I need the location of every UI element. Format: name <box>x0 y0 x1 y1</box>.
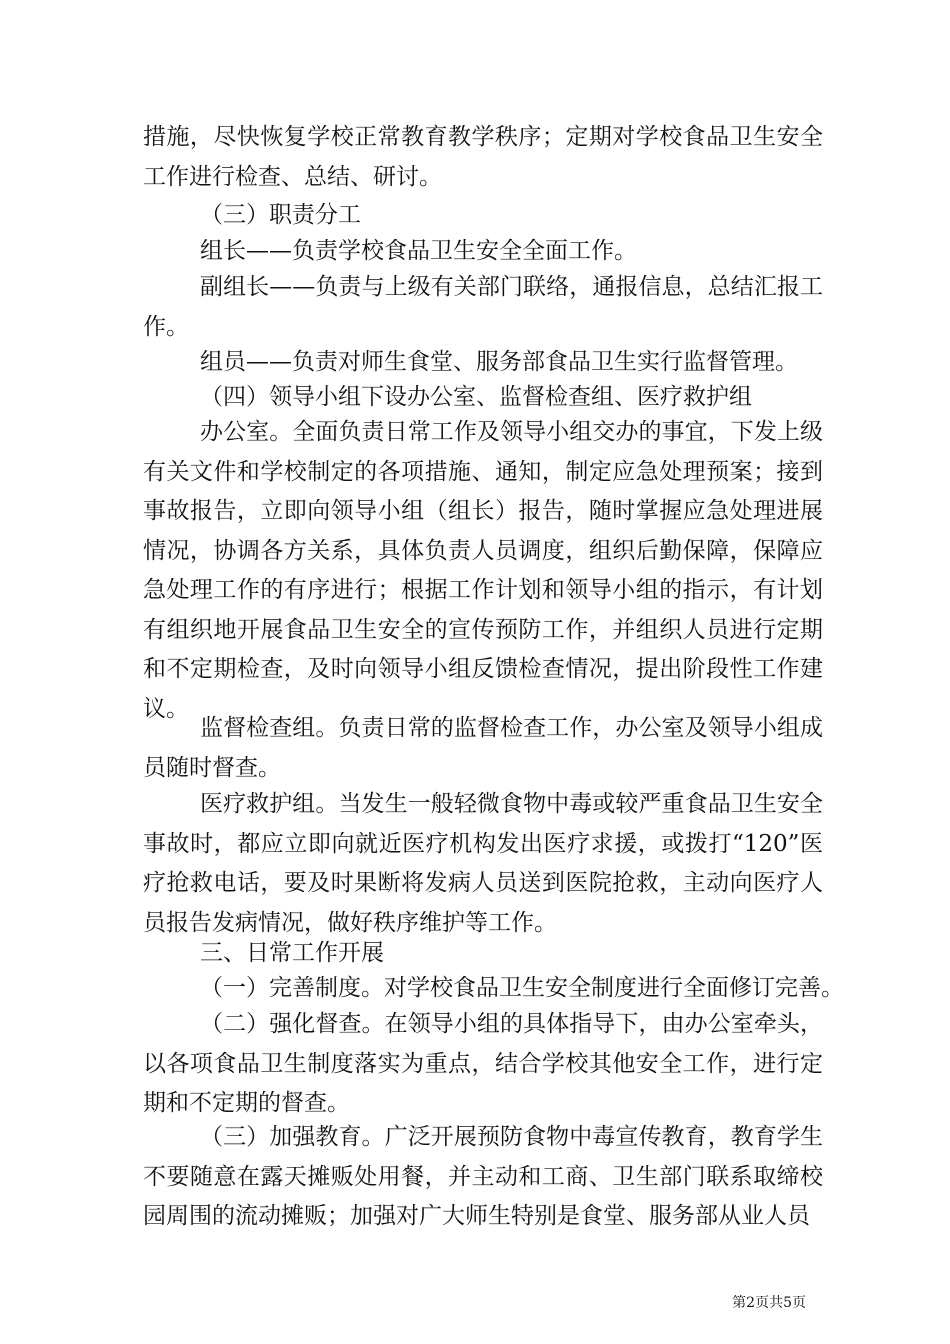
page-number-footer: 第2页共5页 <box>732 1295 806 1311</box>
paragraph-office: 办公室。全面负责日常工作及领导小组交办的事宜，下发上级有关文件和学校制定的各项措施、通知，制定应急处理预案；接到事故报告，立即向领导小组（组长）报告，随时掌握应急处理进展情况，协调各方关系，具体负责人员调度，组织后勤保障，保障应急处理工作的有序进行；根据工作计划和领导小组的指示，有计划有组织地开展食品卫生安全的宣传预防工作，并组织人员进行定期和不定期检查，及时向领导小组反馈检查情况，提出阶段性工作建议。 <box>143 419 823 722</box>
section-heading-daily-work: 三、日常工作开展 <box>200 940 384 966</box>
paragraph-strengthen-supervision: （二）强化督查。在领导小组的具体指导下，由办公室牵头，以各项食品卫生制度落实为重点，结合学校其他安全工作，进行定期和不定期的督查。 <box>143 1011 823 1116</box>
paragraph-medical-group: 医疗救护组。当发生一般轻微食物中毒或较严重食品卫生安全事故时，都应立即向就近医疗机构发出医疗求援，或拨打“120”医疗抢救电话，要及时果断将发病人员送到医院抢救，主动向医疗人员报告发病情况，做好秩序维护等工作。 <box>143 791 823 936</box>
paragraph-strengthen-education: （三）加强教育。广泛开展预防食物中毒宣传教育，教育学生不要随意在露天摊贩处用餐，并主动和工商、卫生部门联系取缔校园周围的流动摊贩；加强对广大师生特别是食堂、服务部从业人员 <box>143 1124 823 1229</box>
paragraph-continuation: 措施，尽快恢复学校正常教育教学秩序；定期对学校食品卫生安全工作进行检查、总结、研讨。 <box>143 124 823 190</box>
paragraph-leader: 组长——负责学校食品卫生安全全面工作。 <box>200 238 637 264</box>
paragraph-deputy-leader: 副组长——负责与上级有关部门联络，通报信息，总结汇报工作。 <box>143 274 823 340</box>
paragraph-members: 组员——负责对师生食堂、服务部食品卫生实行监督管理。 <box>200 349 798 375</box>
section-heading-duties: （三）职责分工 <box>200 202 361 228</box>
section-heading-subgroups: （四）领导小组下设办公室、监督检查组、医疗救护组 <box>200 384 752 410</box>
paragraph-supervision-group: 监督检查组。负责日常的监督检查工作，办公室及领导小组成员随时督查。 <box>143 715 823 781</box>
paragraph-improve-system: （一）完善制度。对学校食品卫生安全制度进行全面修订完善。 <box>200 975 844 1001</box>
